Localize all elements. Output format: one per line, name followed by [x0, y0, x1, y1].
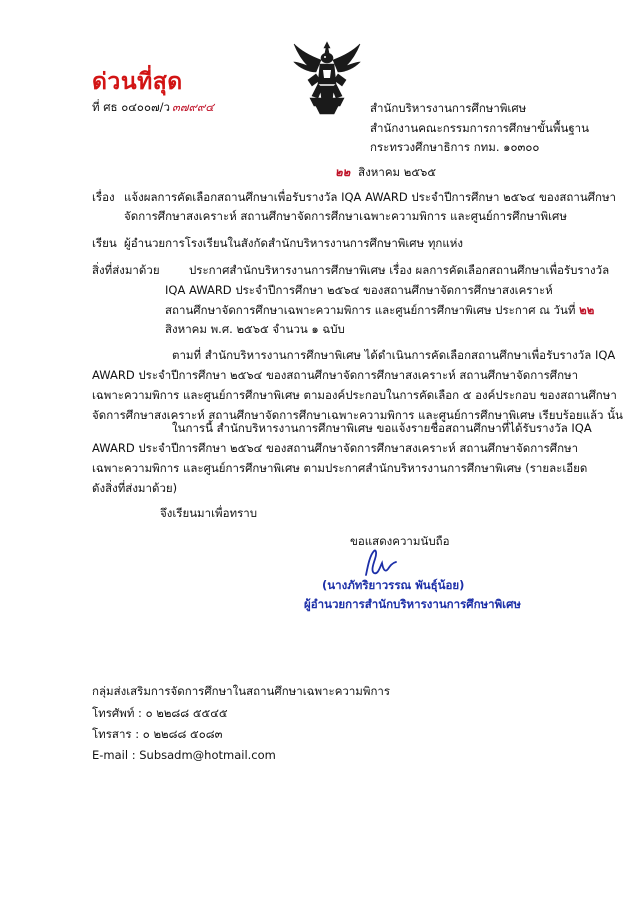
footer-fax: โทรสาร : ๐ ๒๒๘๘ ๕๐๘๓ — [92, 727, 223, 741]
enclosure-date-handwritten: ๒๒ — [579, 303, 595, 317]
handwritten-signature — [352, 547, 402, 579]
garuda-emblem-icon — [290, 38, 364, 116]
date-month-year: สิงหาคม ๒๕๖๕ — [358, 165, 437, 179]
org-line: กระทรวงศึกษาธิการ กทม. ๑๐๓๐๐ — [370, 140, 540, 154]
paragraph-line: เฉพาะความพิการ และศูนย์การศึกษาพิเศษ ตามองค์ประกอบในการคัดเลือก ๕ องค์ประกอบ ของสถานศึกษา — [92, 388, 617, 402]
body-paragraph-1 — [92, 345, 623, 425]
document-number-prefix: ที่ ศธ ๐๔๐๐๗/ว — [92, 100, 170, 114]
document-number-handwritten: ๓๗๙๙๔ — [171, 100, 215, 114]
respect-line: ขอแสดงความนับถือ — [350, 534, 450, 548]
recipient-label: เรียน — [92, 236, 117, 250]
paragraph-line: ตามที่ สำนักบริหารงานการศึกษาพิเศษ ได้ดำเนินการคัดเลือกสถานศึกษาเพื่อรับรางวัล IQA — [172, 348, 616, 362]
org-line: สำนักบริหารงานการศึกษาพิเศษ — [370, 101, 527, 115]
subject-line-2: จัดการศึกษาสงเคราะห์ สถานศึกษาจัดการศึกษาเฉพาะความพิการ และศูนย์การศึกษาพิเศษ — [124, 209, 567, 223]
document-date — [335, 164, 436, 182]
enclosure-line-3-text: สถานศึกษาจัดการศึกษาเฉพาะความพิการ และศูนย์การศึกษาพิเศษ ประกาศ ณ วันที่ — [165, 303, 576, 317]
paragraph-line: ในการนี้ สำนักบริหารงานการศึกษาพิเศษ ขอแจ้งรายชื่อสถานศึกษาที่ได้รับรางวัล IQA — [172, 421, 592, 435]
enclosure-label: สิ่งที่ส่งมาด้วย — [92, 263, 160, 277]
enclosure-line-3 — [165, 302, 594, 319]
body-paragraph-2 — [92, 418, 592, 498]
signer-name: (นางภัทริยาวรรณ พันธุ์น้อย) — [322, 578, 465, 592]
paragraph-line: AWARD ประจำปีการศึกษา ๒๕๖๔ ของสถานศึกษาจัดการศึกษาสงเคราะห์ สถานศึกษาจัดการศึกษา — [92, 441, 579, 455]
subject-line-1: แจ้งผลการคัดเลือกสถานศึกษาเพื่อรับรางวัล IQA AWARD ประจำปีการศึกษา ๒๕๖๔ ของสถานศึกษา — [124, 190, 617, 204]
closing-line: จึงเรียนมาเพื่อทราบ — [160, 506, 258, 520]
enclosure-line-1: ประกาศสำนักบริหารงานการศึกษาพิเศษ เรื่อง ผลการคัดเลือกสถานศึกษาเพื่อรับรางวัล — [189, 263, 610, 277]
recipient-text: ผู้อำนวยการโรงเรียนในสังกัดสำนักบริหารงานการศึกษาพิเศษ ทุกแห่ง — [124, 236, 463, 250]
sender-organization — [370, 99, 589, 158]
signer-title: ผู้อำนวยการสำนักบริหารงานการศึกษาพิเศษ — [304, 597, 521, 611]
enclosure-line-2: IQA AWARD ประจำปีการศึกษา ๒๕๖๔ ของสถานศึกษาจัดการศึกษาสงเคราะห์ — [165, 283, 553, 297]
paragraph-line: จัดการศึกษาสงเคราะห์ สถานศึกษาจัดการศึกษาเฉพาะความพิการ และศูนย์การศึกษาพิเศษ เรียบร้อยแล้ว นั้น — [92, 408, 623, 422]
org-line: สำนักงานคณะกรรมการการศึกษาขั้นพื้นฐาน — [370, 120, 589, 135]
document-number — [92, 99, 214, 117]
urgency-heading: ด่วนที่สุด — [92, 69, 183, 95]
footer-phone: โทรศัพท์ : ๐ ๒๒๘๘ ๕๕๔๕ — [92, 706, 228, 720]
paragraph-line: AWARD ประจำปีการศึกษา ๒๕๖๔ ของสถานศึกษาจัดการศึกษาสงเคราะห์ สถานศึกษาจัดการศึกษา — [92, 368, 579, 382]
date-day-handwritten: ๒๒ — [335, 165, 351, 179]
paragraph-line: เฉพาะความพิการ และศูนย์การศึกษาพิเศษ ตามประกาศสำนักบริหารงานการศึกษาพิเศษ (รายละเอียด — [92, 461, 588, 475]
subject-label: เรื่อง — [92, 190, 115, 204]
enclosure-line-4: สิงหาคม พ.ศ. ๒๕๖๕ จำนวน ๑ ฉบับ — [165, 322, 345, 336]
footer-email: E-mail : Subsadm@hotmail.com — [92, 748, 276, 762]
paragraph-line: ดังสิ่งที่ส่งมาด้วย) — [92, 481, 178, 495]
footer-department: กลุ่มส่งเสริมการจัดการศึกษาในสถานศึกษาเฉพาะความพิการ — [92, 684, 391, 698]
